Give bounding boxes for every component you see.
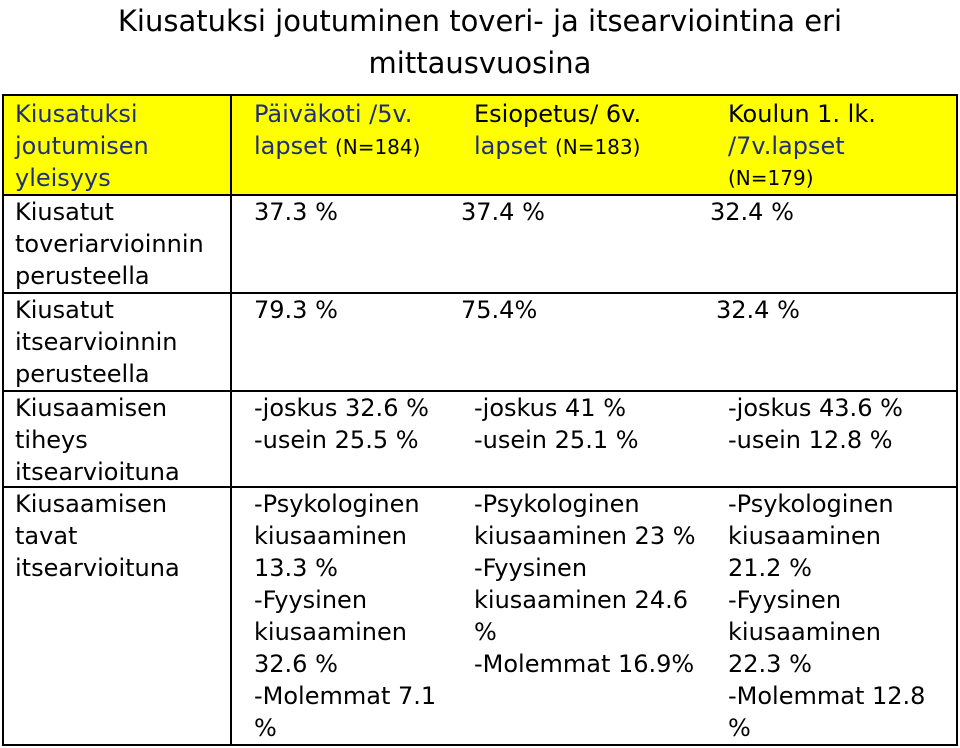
value-text: -usein 25.5 %	[254, 426, 419, 454]
value-text: %	[254, 714, 277, 742]
table-row	[4, 196, 956, 292]
title-line-1: Kiusatuksi joutuminen toveri- ja itsearviointina eri	[117, 4, 843, 38]
header-n: (N=183)	[554, 135, 641, 159]
row-value-daycare	[232, 392, 442, 456]
value-text: kiusaaminen	[728, 522, 881, 550]
value-text: 22.3 %	[728, 650, 812, 678]
header-n: (N=179)	[728, 166, 814, 190]
value-text: -joskus 41 %	[474, 394, 626, 422]
row-value-school	[716, 294, 956, 326]
row-label	[4, 392, 232, 488]
header-text: joutumisen	[15, 132, 149, 160]
row-label	[4, 488, 232, 584]
value-text: kiusaaminen	[728, 618, 881, 646]
value-text: -usein 12.8 %	[728, 426, 893, 454]
value-text: -Molemmat 12.8	[728, 682, 926, 710]
row-label-line: tiheys	[15, 426, 88, 454]
header-text: Koulun 1. lk.	[728, 100, 876, 128]
value-text: 37.3 %	[254, 198, 338, 226]
row-value-daycare	[232, 196, 442, 228]
row-value-daycare	[232, 488, 442, 744]
header-text: Esiopetus/ 6v.	[474, 100, 642, 128]
value-text: -Psykologinen	[254, 490, 420, 518]
title-line-2: mittausvuosina	[368, 46, 592, 80]
row-label-line: itsearvioinnin	[15, 328, 178, 356]
value-text: kiusaaminen	[254, 618, 407, 646]
value-text: %	[728, 714, 751, 742]
row-value-preschool	[442, 294, 716, 326]
value-text: kiusaaminen 24.6	[474, 586, 688, 614]
table-row	[4, 294, 956, 390]
value-text: 21.2 %	[728, 554, 812, 582]
value-text: -joskus 43.6 %	[728, 394, 903, 422]
value-text: 75.4%	[461, 296, 538, 324]
value-text: 32.4 %	[716, 296, 800, 324]
data-table	[2, 94, 958, 746]
value-text: -Molemmat 7.1	[254, 682, 437, 710]
value-text: %	[474, 618, 497, 646]
value-text: -Molemmat 16.9%	[474, 650, 695, 678]
value-text: 32.6 %	[254, 650, 338, 678]
row-label-line: perusteella	[15, 360, 150, 388]
row-value-preschool	[442, 392, 716, 456]
value-text: -Psykologinen	[728, 490, 894, 518]
value-text: -usein 25.1 %	[474, 426, 639, 454]
row-value-school	[710, 196, 956, 228]
row-label-line: Kiusatut	[15, 296, 114, 324]
row-label-line: Kiusaamisen	[15, 394, 168, 422]
row-value-daycare	[232, 294, 442, 326]
value-text: -Fyysinen	[254, 586, 368, 614]
row-label-line: tavat	[15, 522, 78, 550]
row-label-line: perusteella	[15, 262, 150, 290]
value-text: 13.3 %	[254, 554, 338, 582]
row-value-school	[716, 488, 956, 744]
row-label	[4, 196, 232, 292]
value-text: kiusaaminen	[254, 522, 407, 550]
header-cell-school	[716, 96, 956, 194]
header-text: Päiväkoti /5v.	[254, 100, 413, 128]
header-cell-label	[4, 96, 232, 194]
value-text: -Fyysinen	[474, 554, 588, 582]
header-cell-daycare	[232, 96, 442, 163]
header-text: lapset	[254, 132, 328, 160]
table-row	[4, 392, 956, 488]
row-value-preschool	[442, 196, 716, 228]
header-text: lapset	[474, 132, 548, 160]
header-text: Kiusatuksi	[15, 100, 138, 128]
row-label-line: toveriarvioinnin	[15, 230, 204, 258]
header-n: (N=184)	[334, 135, 421, 159]
value-text: 37.4 %	[461, 198, 545, 226]
value-text: 79.3 %	[254, 296, 338, 324]
value-text: kiusaaminen 23 %	[474, 522, 696, 550]
value-text: 32.4 %	[710, 198, 794, 226]
table-row	[4, 488, 956, 746]
row-label-line: Kiusaamisen	[15, 490, 168, 518]
row-label-line: Kiusatut	[15, 198, 114, 226]
header-text: yleisyys	[15, 164, 111, 192]
table-header-row	[4, 96, 956, 194]
row-label	[4, 294, 232, 390]
row-value-preschool	[442, 488, 716, 680]
header-text: /7v.lapset	[728, 132, 845, 160]
value-text: -Fyysinen	[728, 586, 842, 614]
slide-title	[0, 0, 960, 84]
row-value-school	[716, 392, 956, 456]
row-label-line: itsearvioituna	[15, 554, 180, 582]
row-label-line: itsearvioituna	[15, 458, 180, 486]
header-cell-preschool	[442, 96, 716, 163]
value-text: -Psykologinen	[474, 490, 640, 518]
value-text: -joskus 32.6 %	[254, 394, 429, 422]
